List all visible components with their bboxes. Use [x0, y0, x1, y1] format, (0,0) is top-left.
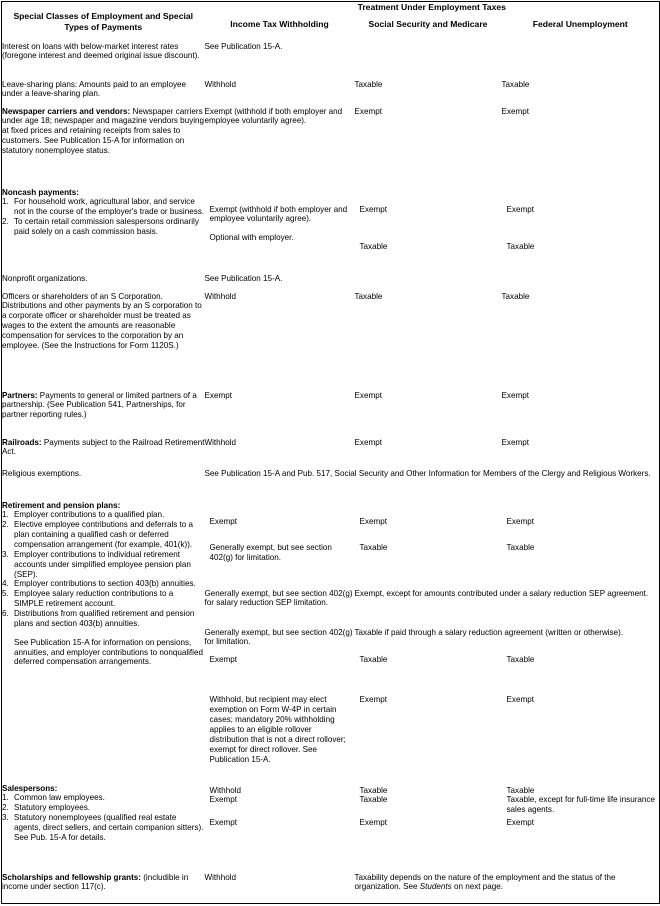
list-item-text: Employee salary reduction contributions to a SIMPLE retirement account. [14, 589, 174, 609]
row-itw-salespersons-item3: Exempt [209, 818, 237, 828]
retirement-ssm-item6: Exempt [359, 695, 387, 705]
row-itw-noncash-item2: Optional with employer. [209, 233, 294, 243]
row-class-religious-exemptions: Religious exemptions. [2, 468, 82, 478]
row-ssm-railroads: Exempt [354, 437, 382, 447]
list-item [2, 550, 205, 580]
row-ssm-leave-sharing: Taxable [354, 79, 383, 89]
row-itw-leave-sharing: Withhold [204, 79, 236, 89]
table-row [2, 274, 660, 292]
header-income-tax-withholding: Income Tax Withholding [230, 18, 329, 29]
table-row [2, 391, 660, 438]
row-class-s-corp-officers: Officers or shareholders of an S Corporation. Distributions and other payments by an S corporation to a corporate officer or shareholder must be treated as wages to the extent the amounts are reasonable compensation for services to the corporation by an employee. (See the Instructions for Form 1120S.) [2, 291, 202, 350]
retirement-inner-row-1-2 [205, 501, 660, 589]
retirement-ssm-item1: Exempt [359, 516, 387, 526]
table-row [2, 784, 660, 873]
retirement-ssm-1-2 [355, 501, 502, 589]
retirement-merged-item3: Exempt, except for amounts contributed under a salary reduction SEP agreement. [354, 588, 649, 598]
scholarships-text-italic: Students [419, 882, 452, 892]
row-class-item-list [2, 510, 205, 667]
table-row [2, 42, 660, 80]
list-item [2, 793, 205, 803]
row-ssm-noncash-item2: Taxable [359, 242, 388, 252]
list-item-text: Statutory nonemployees (qualified real estate agents, direct sellers, and certain companion sitters). See Pub. 15-A for details. [14, 813, 204, 842]
retirement-fu-5-6 [502, 654, 660, 768]
row-class-title: Newspaper carriers and vendors: [2, 106, 131, 116]
row-class-partners [2, 391, 205, 438]
table-row [2, 469, 660, 501]
scholarships-text-post: on next page. [451, 882, 504, 892]
row-itw-salespersons [205, 784, 355, 873]
list-item-text: Employer contributions to a qualified plan. [14, 510, 165, 520]
row-fu-s-corp-officers: Taxable [501, 291, 530, 301]
retirement-inner-row-3 [205, 589, 660, 628]
row-ssm-newspaper-carriers: Exempt [354, 106, 382, 116]
row-merged-scholarships [355, 873, 660, 904]
header-treatment-group: Treatment Under Employment Taxes [357, 2, 506, 12]
list-item-text: For household work, agricultural labor, and service not in the course of the employer's trade or business. [14, 197, 205, 217]
header-social-security-medicare: Social Security and Medicare [368, 18, 488, 29]
list-item [2, 510, 205, 520]
row-class-body: Payments to general or limited partners of a partnership. (See Publication 541, Partnerships, for partner reporting rules.) [2, 390, 197, 420]
row-value-span-below-market-loans: See Publication 15-A. [204, 41, 283, 51]
retirement-itw-1-2 [205, 501, 355, 589]
list-item-text: Employer contributions to section 403(b) annuities. [14, 579, 196, 589]
row-ssm-noncash-payments [355, 188, 502, 274]
row-fu-salespersons [502, 784, 660, 873]
header-special-classes: Special Classes of Employment and Special Types of Payments [13, 11, 194, 32]
table-row [2, 188, 660, 274]
retirement-inner-row-4 [205, 628, 660, 654]
list-item [2, 520, 205, 550]
row-ssm-salespersons-item1: Taxable [359, 785, 388, 795]
row-itw-noncash-payments [205, 188, 355, 274]
row-itw-s-corp-officers: Withhold [204, 291, 236, 301]
row-itw-noncash-item1: Exempt (withhold if both employer and employee voluntarily agree). [209, 204, 348, 224]
table-row [2, 292, 660, 391]
row-class-below-market-loans: Interest on loans with below-market interest rates (foregone interest and deemed original issue discount). [2, 41, 200, 61]
row-ssm-salespersons-item2: Taxable [359, 795, 388, 805]
row-class-title: Retirement and pension plans: [2, 500, 121, 510]
row-class-title: Noncash payments: [2, 187, 79, 197]
retirement-ssm-item5: Taxable [359, 654, 388, 664]
retirement-fu-1-2 [502, 501, 660, 589]
list-item [2, 197, 205, 217]
list-item [2, 813, 205, 843]
list-item-text: To certain retail commission salespersons ordinarily paid solely on a cash commission basis. [14, 217, 199, 236]
row-ssm-s-corp-officers: Taxable [354, 291, 383, 301]
list-item-note: See Publication 15-A for information on pensions, annuities, and employer contributions to nonqualified deferred compensation arrangements. [14, 637, 203, 667]
list-item-number: 2. [2, 217, 9, 227]
list-item [2, 589, 205, 609]
list-item-number: 1. [2, 197, 9, 207]
list-item-text: Employer contributions to individual retirement accounts under simplified employee pension plan (SEP). [14, 549, 191, 579]
retirement-fu-item1: Exempt [506, 516, 534, 526]
list-item-number: 2. [2, 803, 9, 813]
list-item [2, 803, 205, 813]
row-class-newspaper-carriers [2, 107, 205, 188]
table-row [2, 107, 660, 188]
retirement-values-grid [205, 501, 660, 784]
list-item-text: Common law employees. [14, 793, 105, 803]
retirement-itw-item4: Generally exempt, but see section 402(g) for limitation. [204, 627, 353, 647]
row-class-body: (includible in income under section 117(c). [2, 872, 189, 892]
row-ssm-salespersons [355, 784, 502, 873]
row-class-body: Newspaper carriers under age 18; newspaper and magazine vendors buying at fixed prices and retaining receipts from sales to customers. See Publication 15-A for information on statutory nonemployee status. [2, 106, 205, 155]
row-class-item-list [2, 197, 205, 236]
retirement-fu-item5: Taxable [506, 654, 535, 664]
row-itw-salespersons-item1: Withhold [209, 785, 241, 795]
row-itw-railroads: Withhold [204, 437, 236, 447]
row-class-item-list [2, 793, 205, 842]
row-fu-newspaper-carriers: Exempt [501, 106, 529, 116]
row-itw-partners: Exempt [204, 390, 232, 400]
row-ssm-salespersons-item3: Exempt [359, 818, 387, 828]
row-value-span-nonprofit-organizations: See Publication 15-A. [204, 273, 283, 283]
row-fu-leave-sharing: Taxable [501, 79, 530, 89]
row-fu-railroads: Exempt [501, 437, 529, 447]
retirement-itw-item6: Withhold, but recipient may elect exemption on Form W-4P in certain cases; mandatory 20% withholding applies to an eligible rollover distribution that is not a direct rollover; exempt for direct rollover. See Publication 15-A. [209, 695, 346, 764]
row-class-body: Payments subject to the Railroad Retirement Act. [2, 437, 205, 457]
retirement-inner-table [205, 501, 660, 768]
list-item-number: 1. [2, 793, 9, 803]
list-item-number: 5. [2, 589, 9, 599]
retirement-ssm-5-6 [355, 654, 502, 768]
retirement-fu-item6: Exempt [506, 695, 534, 705]
retirement-itw-item5: Exempt [209, 654, 237, 664]
row-class-scholarships [2, 873, 205, 904]
list-item-text: Elective employee contributions and deferrals to a plan containing a qualified cash or deferred compensation arrangement (for example, 401(k)). [14, 520, 194, 549]
retirement-inner-row-5-6 [205, 654, 660, 768]
row-fu-salespersons-item3: Exempt [506, 818, 534, 828]
scholarships-text-pre: Taxability depends on the nature of the employment and the status of the organization. See [354, 872, 616, 892]
row-fu-noncash-payments [502, 188, 660, 274]
row-class-nonprofit-organizations: Nonprofit organizations. [2, 273, 88, 283]
row-itw-scholarships: Withhold [204, 872, 236, 882]
row-itw-salespersons-item2: Exempt [209, 795, 237, 805]
row-class-title: Partners: [2, 390, 38, 400]
row-class-noncash-payments [2, 188, 205, 274]
list-item-text: Distributions from qualified retirement and pension plans and section 403(b) annuities. [14, 608, 195, 628]
list-item [2, 579, 205, 589]
list-item-number: 4. [2, 579, 9, 589]
list-item [2, 217, 205, 237]
header-federal-unemployment: Federal Unemployment [532, 18, 628, 29]
table-header-row-top [2, 2, 660, 19]
table-row [2, 501, 660, 784]
row-class-leave-sharing: Leave-sharing plans: Amounts paid to an employee under a leave-sharing plan. [2, 79, 187, 99]
row-value-span-religious-exemptions: See Publication 15-A and Pub. 517, Social Security and Other Information for Members of the Clergy and Religious Workers. [204, 468, 651, 478]
retirement-itw-item3: Generally exempt, but see section 402(g) for salary reduction SEP limitation. [204, 588, 353, 608]
retirement-itw-item1: Exempt [209, 516, 237, 526]
list-item-number: 2. [2, 520, 9, 530]
table-row [2, 80, 660, 107]
employment-taxes-table [1, 1, 660, 904]
row-fu-noncash-item2: Taxable [506, 242, 535, 252]
row-fu-salespersons-item2: Taxable, except for full-time life insurance sales agents. [506, 795, 655, 815]
row-class-railroads [2, 438, 205, 469]
row-class-retirement-pension [2, 501, 205, 784]
row-itw-newspaper-carriers: Exempt (withhold if both employer and employee voluntarily agree). [204, 106, 343, 126]
row-class-salespersons [2, 784, 205, 873]
table-row [2, 873, 660, 904]
table-row [2, 438, 660, 469]
retirement-fu-item2: Taxable [506, 543, 535, 553]
retirement-itw-item2: Generally exempt, but see section 402(g) for limitation. [209, 543, 332, 563]
row-fu-partners: Exempt [501, 390, 529, 400]
row-ssm-partners: Exempt [354, 390, 382, 400]
row-class-title: Salespersons: [2, 783, 58, 793]
row-fu-noncash-item1: Exempt [506, 204, 534, 214]
retirement-ssm-item2: Taxable [359, 543, 388, 553]
row-ssm-noncash-item1: Exempt [359, 204, 387, 214]
list-item-number: 6. [2, 608, 9, 618]
row-class-title: Railroads: [2, 437, 42, 447]
list-item-text: Statutory employees. [14, 803, 91, 813]
list-item-number: 3. [2, 549, 9, 559]
list-item-number: 3. [2, 813, 9, 823]
row-class-title: Scholarships and fellowship grants: [2, 872, 141, 882]
list-item [2, 609, 205, 667]
retirement-itw-5-6 [205, 654, 355, 768]
retirement-merged-item4: Taxable if paid through a salary reduction agreement (written or otherwise). [354, 627, 624, 637]
list-item-number: 1. [2, 510, 9, 520]
row-fu-salespersons-item1: Taxable [506, 785, 535, 795]
